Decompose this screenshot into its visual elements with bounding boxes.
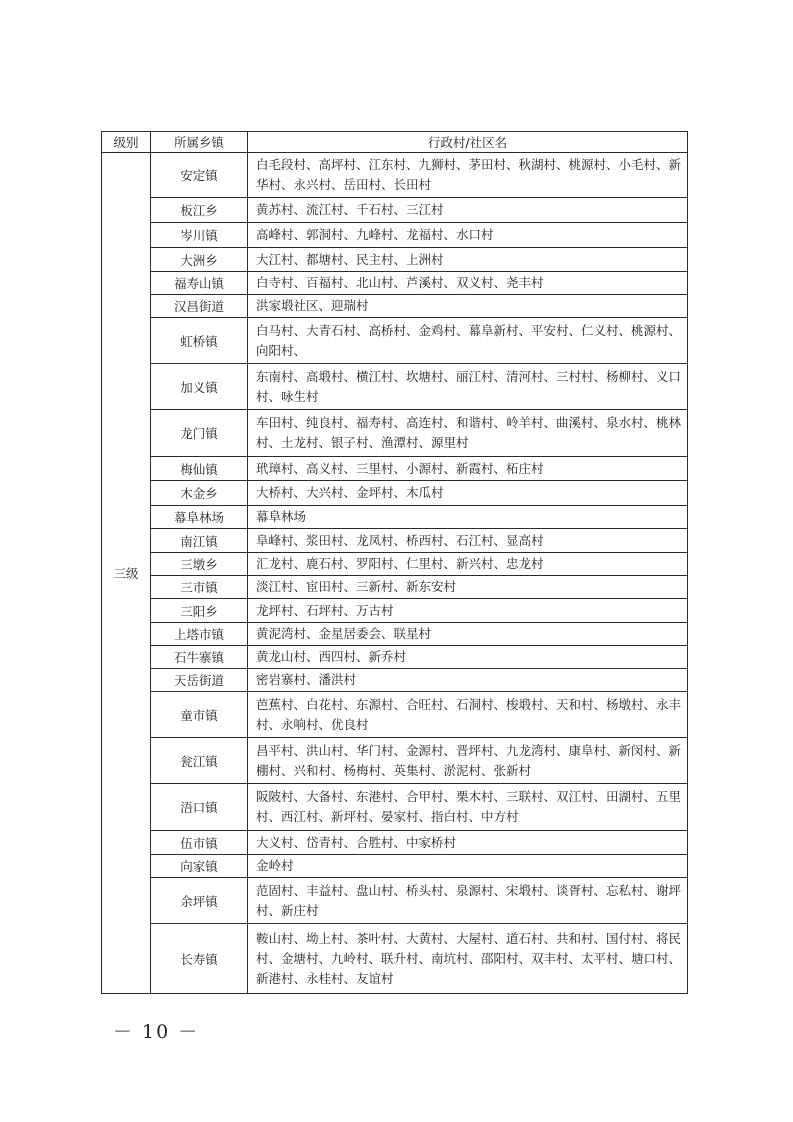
table-row [102, 248, 688, 272]
town-cell: 伍市镇 [151, 831, 248, 855]
villages-cell: 黄苏村、流江村、千石村、三江村 [248, 198, 688, 223]
villages-cell: 大义村、岱青村、合胜村、中家桥村 [248, 831, 688, 855]
villages-cell: 白寺村、百福村、北山村、芦溪村、双义村、尧丰村 [248, 272, 688, 295]
header-town: 所属乡镇 [151, 132, 248, 153]
town-cell: 南江镇 [151, 529, 248, 553]
villages-cell: 黄泥湾村、金星居委会、联星村 [248, 623, 688, 646]
town-cell: 龙门镇 [151, 410, 248, 457]
town-cell: 石牛寨镇 [151, 646, 248, 669]
town-cell: 岑川镇 [151, 223, 248, 248]
level-cell: 三级 [102, 153, 151, 994]
town-cell: 浯口镇 [151, 784, 248, 831]
table-row [102, 623, 688, 646]
villages-cell: 幕阜林场 [248, 506, 688, 529]
villages-cell: 密岩寨村、潘洪村 [248, 669, 688, 692]
villages-cell: 阜峰村、浆田村、龙凤村、桥西村、石江村、显高村 [248, 529, 688, 553]
villages-cell: 白马村、大青石村、高桥村、金鸡村、幕阜新村、平安村、仁义村、桃源村、向阳村、 [248, 318, 688, 364]
villages-cell: 金岭村 [248, 855, 688, 878]
town-cell: 长寿镇 [151, 924, 248, 994]
villages-cell: 大江村、都塘村、民主村、上洲村 [248, 248, 688, 272]
town-cell: 三市镇 [151, 576, 248, 599]
table-row [102, 223, 688, 248]
villages-cell: 龙坪村、石坪村、万古村 [248, 599, 688, 623]
page-number: － 10 － [113, 1021, 200, 1043]
villages-cell: 鞍山村、坳上村、茶叶村、大黄村、大屋村、道石村、共和村、国付村、将民村、金塘村、九岭村、联升村、南坑村、邵阳村、双丰村、太平村、塘口村、新港村、永桂村、友谊村 [248, 924, 688, 994]
town-cell: 三阳乡 [151, 599, 248, 623]
table-row [102, 481, 688, 506]
town-cell: 板江乡 [151, 198, 248, 223]
villages-cell: 范固村、丰益村、盘山村、桥头村、泉源村、宋塅村、谈胥村、忘私村、谢坪村、新庄村 [248, 878, 688, 924]
town-cell: 安定镇 [151, 153, 248, 198]
table-row [102, 410, 688, 457]
villages-cell: 白毛段村、高坪村、江东村、九狮村、茅田村、秋湖村、桃源村、小毛村、新华村、永兴村、岳田村、长田村 [248, 153, 688, 198]
table-row [102, 831, 688, 855]
table-row [102, 924, 688, 994]
table-header-row [102, 132, 688, 153]
table-row [102, 457, 688, 481]
table-row [102, 646, 688, 669]
town-cell: 童市镇 [151, 692, 248, 738]
town-cell: 梅仙镇 [151, 457, 248, 481]
table-row [102, 364, 688, 410]
villages-cell: 淡江村、宦田村、三新村、新东安村 [248, 576, 688, 599]
table-row [102, 553, 688, 576]
villages-cell: 昌平村、洪山村、华门村、金源村、晋坪村、九龙湾村、康阜村、新闵村、新棚村、兴和村、杨梅村、英集村、淤泥村、张新村 [248, 738, 688, 784]
town-cell: 虹桥镇 [151, 318, 248, 364]
table-row [102, 506, 688, 529]
table-row [102, 198, 688, 223]
table-body [102, 153, 688, 994]
town-cell: 向家镇 [151, 855, 248, 878]
table-row [102, 295, 688, 318]
villages-cell: 芭蕉村、白花村、东源村、合旺村、石洞村、梭塅村、天和村、杨墩村、永丰村、永响村、优良村 [248, 692, 688, 738]
town-cell: 天岳街道 [151, 669, 248, 692]
town-cell: 上塔市镇 [151, 623, 248, 646]
table-row [102, 576, 688, 599]
town-cell: 三墩乡 [151, 553, 248, 576]
table-row [102, 692, 688, 738]
villages-cell: 阪陂村、大备村、东港村、合甲村、栗木村、三联村、双江村、田湖村、五里村、西江村、新坪村、晏家村、指白村、中方村 [248, 784, 688, 831]
table-row [102, 318, 688, 364]
town-cell: 木金乡 [151, 481, 248, 506]
villages-cell: 高峰村、郭洞村、九峰村、龙福村、水口村 [248, 223, 688, 248]
town-cell: 幕阜林场 [151, 506, 248, 529]
villages-cell: 玳璋村、高义村、三里村、小源村、新霞村、柘庄村 [248, 457, 688, 481]
table-row [102, 878, 688, 924]
villages-cell: 汇龙村、鹿石村、罗阳村、仁里村、新兴村、忠龙村 [248, 553, 688, 576]
header-level: 级别 [102, 132, 151, 153]
town-cell: 余坪镇 [151, 878, 248, 924]
town-cell: 瓮江镇 [151, 738, 248, 784]
villages-cell: 大桥村、大兴村、金坪村、木瓜村 [248, 481, 688, 506]
villages-cell: 东南村、高塅村、横江村、坎塘村、丽江村、清河村、三村村、杨柳村、义口村、咏生村 [248, 364, 688, 410]
town-cell: 加义镇 [151, 364, 248, 410]
table-row [102, 599, 688, 623]
header-villages: 行政村/社区名 [248, 132, 688, 153]
town-cell: 汉昌街道 [151, 295, 248, 318]
table-row [102, 529, 688, 553]
table-row [102, 153, 688, 198]
town-cell: 福寿山镇 [151, 272, 248, 295]
villages-cell: 车田村、纯良村、福寿村、高连村、和谐村、岭羊村、曲溪村、泉水村、桃林村、土龙村、银子村、渔潭村、源里村 [248, 410, 688, 457]
table-row [102, 855, 688, 878]
town-cell: 大洲乡 [151, 248, 248, 272]
table-row [102, 669, 688, 692]
villages-cell: 黄龙山村、西四村、新乔村 [248, 646, 688, 669]
table-row [102, 272, 688, 295]
village-table [101, 131, 688, 994]
table-row [102, 784, 688, 831]
table-row [102, 738, 688, 784]
villages-cell: 洪家塅社区、迎瑞村 [248, 295, 688, 318]
